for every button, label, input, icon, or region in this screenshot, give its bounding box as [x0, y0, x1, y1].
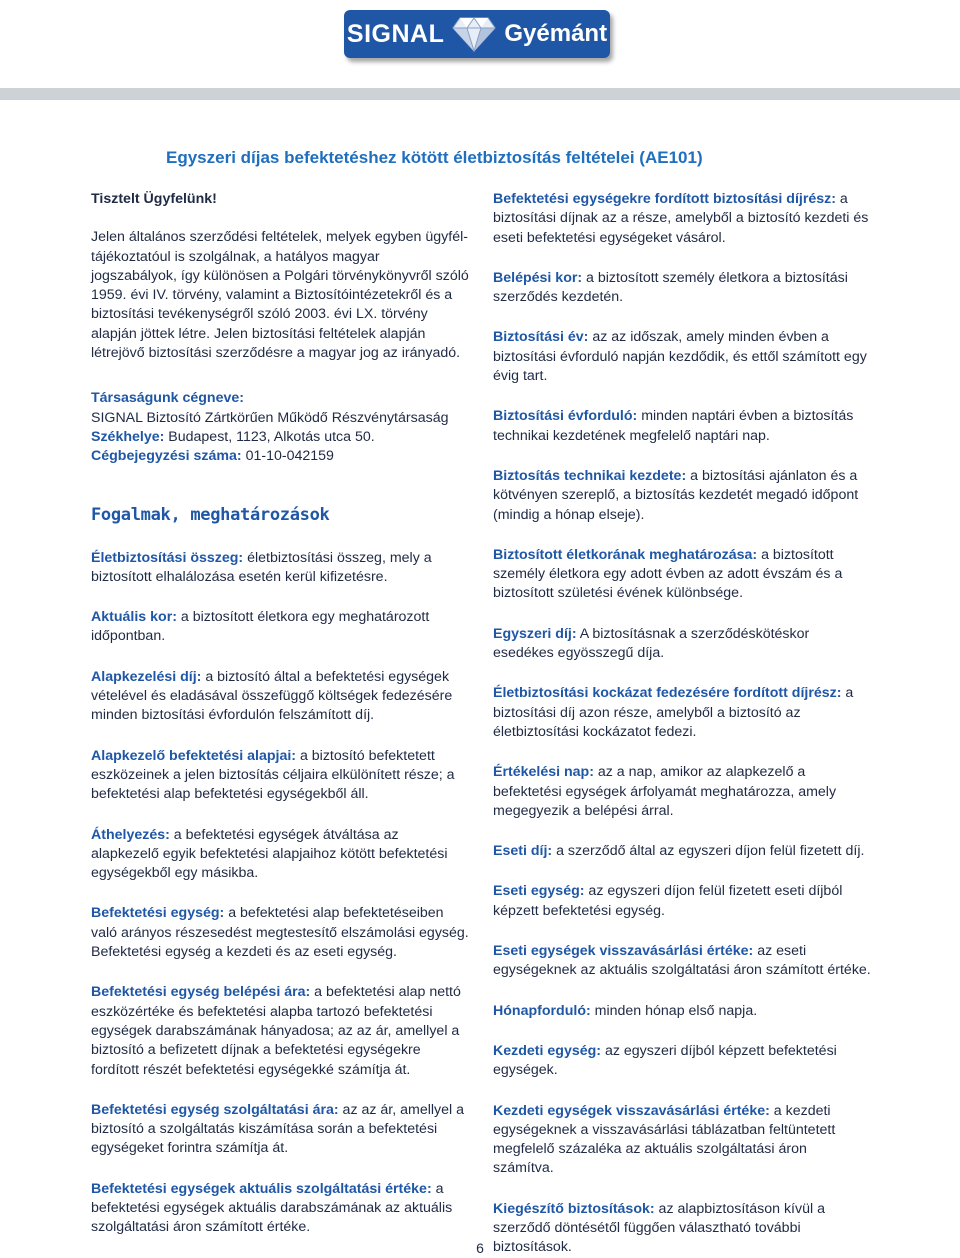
- definition-text: a biztosító által a befektetési egységek vételével és eladásával összefüggő költségek fedezésére minden biztosítási évfordulón felszámított díj.: [91, 668, 453, 724]
- definition-term: Biztosítás technikai kezdete:: [493, 467, 687, 484]
- definition-term: Aktuális kor:: [91, 609, 177, 626]
- definition: [493, 269, 871, 308]
- document-title: Egyszeri díjas befektetéshez kötött életbiztosítás feltételei (AE101): [166, 148, 703, 167]
- definition-term: Eseti egységek visszavásárlási értéke:: [493, 943, 754, 960]
- definition-term: Biztosított életkorának meghatározása:: [493, 546, 758, 563]
- definition-text: a biztosítási díj azon része, amelyből a biztosító az életbiztosítási kockázatot fedezi.: [493, 685, 854, 740]
- definition-term: Eseti egység:: [493, 883, 585, 900]
- definition-text: a biztosítási díjnak az a része, amelyből a biztosító kezdeti és eseti befektetési egységeket vásárol.: [493, 191, 869, 246]
- definition: [493, 1042, 871, 1081]
- company-info: [91, 389, 469, 466]
- definition-term: Hónapforduló:: [493, 1002, 591, 1019]
- definition-text: az a nap, amikor az alapkezelő a befektetési egységek árfolyamát meghatározza, amely megegyezik a belépési árral.: [493, 764, 837, 819]
- definition-term: Befektetési egységek aktuális szolgáltatási értéke:: [91, 1180, 432, 1197]
- company-seat: Budapest, 1123, Alkotás utca 50.: [164, 428, 375, 445]
- company-name-label: Társaságunk cégneve:: [91, 390, 244, 407]
- definition-term: Alapkezelési díj:: [91, 668, 202, 685]
- definition-text: a befektetési egységek átváltása az alapkezelő egyik befektetési alapjaihoz kötött befektetési egységekből egy másikba.: [91, 826, 448, 882]
- definition: [493, 190, 871, 248]
- definition-text: az eseti egységeknek az aktuális szolgáltatási áron számított értéke.: [493, 943, 871, 979]
- definition-term: Kezdeti egység:: [493, 1042, 602, 1059]
- section-heading: Fogalmak, meghatározások: [91, 504, 330, 525]
- definition-term: Értékelési nap:: [493, 764, 594, 781]
- definition: [493, 1002, 871, 1021]
- definition-text: életbiztosítási összeg, mely a biztosított elhalálozása esetén kerül kifizetésre.: [91, 549, 432, 585]
- definition-text: a szerződő által az egyszeri díjon felül fizetett díj.: [552, 843, 865, 860]
- definition: [91, 608, 469, 647]
- definition-term: Befektetési egység szolgáltatási ára:: [91, 1101, 339, 1118]
- company-name: SIGNAL Biztosító Zártkörűen Működő Részvénytársaság: [91, 409, 449, 426]
- definition-term: Eseti díj:: [493, 843, 553, 860]
- definition-term: Belépési kor:: [493, 269, 583, 286]
- definition: [493, 467, 871, 525]
- definition: [493, 328, 871, 386]
- definition: [91, 668, 469, 726]
- diamond-icon: [452, 15, 496, 53]
- definition: [493, 684, 871, 742]
- definition: [493, 842, 871, 861]
- definition-term: Kezdeti egységek visszavásárlási értéke:: [493, 1102, 770, 1119]
- right-column: [493, 190, 871, 1258]
- definition-term: Kiegészítő biztosítások:: [493, 1200, 655, 1217]
- definition: [493, 1102, 871, 1179]
- definition-term: Életbiztosítási kockázat fedezésére fordított díjrész:: [493, 685, 842, 702]
- brand-logo: [344, 10, 610, 58]
- definition: [493, 546, 871, 604]
- definition: [91, 904, 469, 962]
- company-seat-label: Székhelye:: [91, 428, 165, 445]
- definition-text: minden hónap első napja.: [590, 1002, 758, 1019]
- definition-text: a biztosított személy életkora a biztosítási szerződés kezdetén.: [493, 269, 848, 306]
- definition: [493, 407, 871, 446]
- definition-text: A biztosításnak a szerződéskötéskor esedékes egyösszegű díja.: [493, 625, 810, 662]
- header-band: [0, 88, 960, 100]
- definition: [91, 747, 469, 805]
- brand-name-gyemant: Gyémánt: [504, 20, 608, 47]
- greeting: Tisztelt Ügyfelünk!: [91, 191, 217, 207]
- definition-term: Alapkezelő befektetési alapjai:: [91, 747, 297, 764]
- definition: [493, 942, 871, 981]
- definition-text: a biztosított életkora egy meghatározott időpontban.: [91, 609, 430, 645]
- company-reg-number: 01-10-042159: [241, 448, 334, 465]
- definition: [91, 549, 469, 588]
- company-reg-label: Cégbejegyzési száma:: [91, 448, 242, 465]
- definition-term: Áthelyezés:: [91, 826, 170, 843]
- page-number: 6: [476, 1240, 484, 1256]
- definition: [493, 882, 871, 921]
- definition-term: Befektetési egység:: [91, 905, 225, 922]
- intro-paragraph: Jelen általános szerződési feltételek, melyek egyben ügyfél-tájékoztatóul is szolgálnak, a hatályos magyar jogszabályok, így különösen a Polgári törvénykönyvről szóló 1959. évi IV. törvény, valamint a Biztosítóintézetekről és a biztosítási tevékenységről szóló 2003. évi LX. törvény alapján jöttek létre. Jelen biztosítási feltételek alapján létrejövő biztosítási szerződésre a magyar jog az irányadó.: [91, 229, 469, 362]
- definition: [493, 763, 871, 821]
- definition-term: Biztosítási évforduló:: [493, 408, 638, 425]
- left-column: [91, 190, 469, 1258]
- definition-text: a biztosító befektetett eszközeinek a jelen biztosítás céljaira elkülönített része; a befektetési alap befektetési egységekből áll.: [91, 747, 455, 803]
- definition: [91, 1180, 469, 1238]
- definition-term: Egyszeri díj:: [493, 625, 577, 642]
- definition-text: a befektetési alap nettó eszközértéke és befektetési alapba tartozó befektetési egységek darabszámának hányadosa; az az ár, amellyel a biztosító a befizetett díjnak a befektetési egységekre fordított részét befektetési egységekké számítja át.: [91, 984, 461, 1078]
- definition: [91, 826, 469, 884]
- brand-name-signal: SIGNAL: [346, 19, 445, 48]
- definition: [91, 1101, 469, 1159]
- definition-text: a befektetési alap befektetéseiben való arányos részesedést megtestesítő elszámolási egység. Befektetési egység a kezdeti és az eseti egység.: [91, 905, 469, 961]
- definition: [493, 625, 871, 664]
- definition-text: a biztosított személy életkora egy adott évben az adott évszám és a biztosított születési évének különbsége.: [493, 546, 843, 602]
- definition-text: az az ár, amellyel a biztosító a szolgáltatás kiszámítása során a befektetési egységeket forintra számítja át.: [91, 1101, 464, 1157]
- definition-text: az az időszak, amely minden évben a biztosítási évforduló napján kezdődik, és ettől számított egy évig tart.: [493, 329, 867, 385]
- definition-text: az egyszeri díjon felül fizetett eseti díjból képzett befektetési egység.: [493, 883, 843, 919]
- definition-term: Befektetési egység belépési ára:: [91, 984, 311, 1001]
- definition-text: a befektetési egységek aktuális darabszámának az aktuális szolgáltatási áron számított értéke.: [91, 1180, 453, 1236]
- definition-text: a kezdeti egységeknek a visszavásárlási táblázatban feltüntetett megfelelő százaléka az aktuális szolgáltatási áron számítva.: [493, 1102, 836, 1177]
- definition: [91, 983, 469, 1079]
- definition-term: Befektetési egységekre fordított biztosítási díjrész:: [493, 191, 836, 207]
- definition-term: Biztosítási év:: [493, 329, 589, 346]
- definition-text: a biztosítási ajánlaton és a kötvényen szereplő, a biztosítás kezdetét megadó időpont (mindig a hónap elseje).: [493, 467, 859, 523]
- definition-term: Életbiztosítási összeg:: [91, 549, 244, 566]
- definition-text: minden naptári évben a biztosítás technikai kezdetének megfelelő naptári nap.: [493, 408, 854, 444]
- definition-text: az egyszeri díjból képzett befektetési egységek.: [493, 1042, 837, 1079]
- definition-text: az alapbiztosításon kívül a szerződő döntésétől függően választható további biztosítások.: [493, 1200, 825, 1256]
